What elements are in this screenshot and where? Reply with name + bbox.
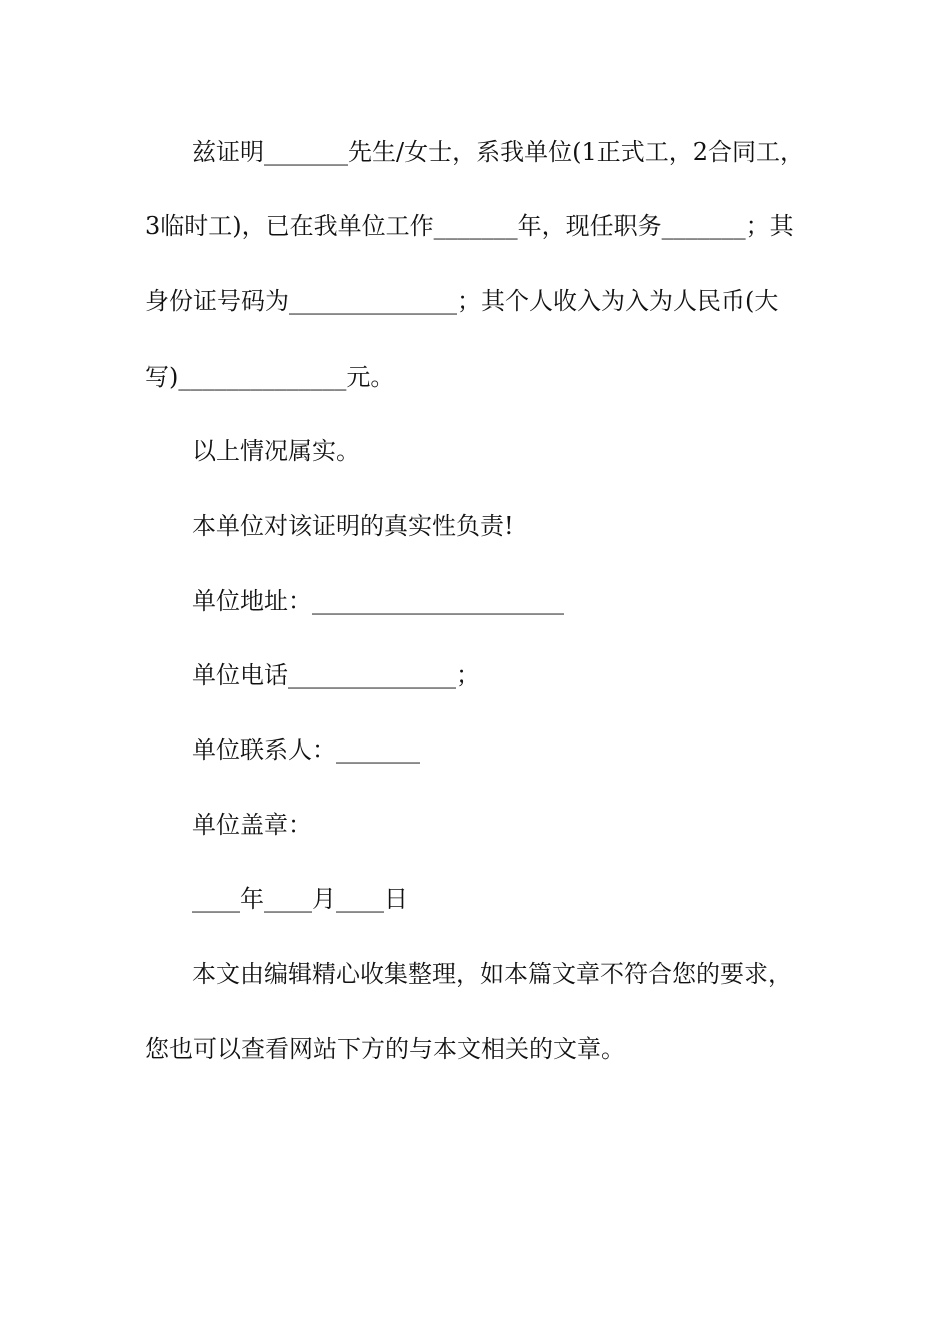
certificate-paragraph-line-4: 写)______________元。 bbox=[145, 363, 395, 391]
unit-seal-field: 单位盖章： bbox=[192, 811, 312, 839]
certificate-paragraph-line-1: 兹证明_______先生/女士，系我单位(1正式工，2合同工， bbox=[192, 138, 804, 166]
statement-true: 以上情况属实。 bbox=[192, 437, 360, 465]
certificate-paragraph-line-2: 3临时工)，已在我单位工作_______年，现任职务_______；其 bbox=[145, 212, 794, 240]
unit-contact-field: 单位联系人：_______ bbox=[192, 736, 420, 764]
unit-address-field: 单位地址：_____________________ bbox=[192, 587, 564, 615]
certificate-paragraph-line-3: 身份证号码为______________；其个人收入为入为人民币(大 bbox=[145, 287, 779, 315]
statement-responsible: 本单位对该证明的真实性负责! bbox=[192, 512, 514, 540]
footer-note-line-1: 本文由编辑精心收集整理，如本篇文章不符合您的要求， bbox=[192, 960, 792, 988]
unit-phone-field: 单位电话______________； bbox=[192, 661, 480, 689]
footer-note-line-2: 您也可以查看网站下方的与本文相关的文章。 bbox=[145, 1035, 625, 1063]
date-field: ____年____月____日 bbox=[192, 885, 408, 913]
